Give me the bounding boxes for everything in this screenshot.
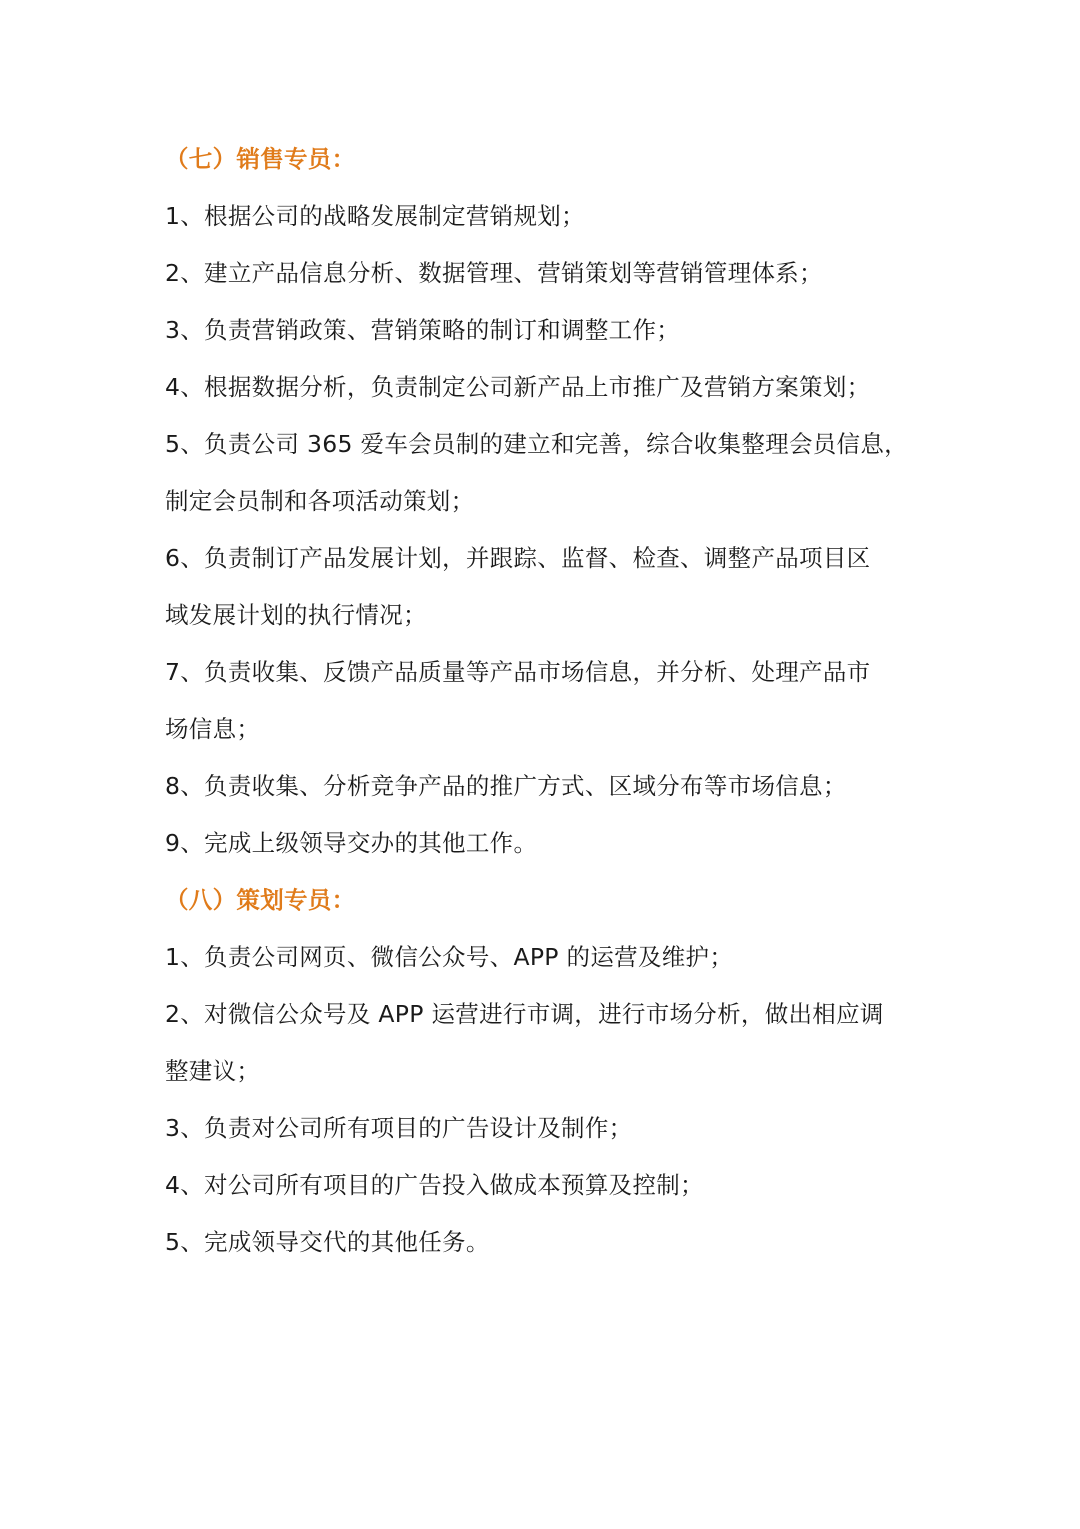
section-8-item-2-line-1: 2、对微信公众号及 APP 运营进行市调，进行市场分析，做出相应调 — [165, 1000, 884, 1028]
section-8-item-3: 3、负责对公司所有项目的广告设计及制作； — [165, 1114, 633, 1142]
document-content — [165, 131, 925, 1271]
section-8-heading: （八）策划专员： — [165, 886, 356, 914]
section-7-item-1: 1、根据公司的战略发展制定营销规划； — [165, 202, 585, 230]
section-8-item-5: 5、完成领导交代的其他任务。 — [165, 1228, 490, 1256]
section-7-item-2: 2、建立产品信息分析、数据管理、营销策划等营销管理体系； — [165, 259, 823, 287]
section-7-item-5-line-1: 5、负责公司 365 爱车会员制的建立和完善，综合收集整理会员信息， — [165, 430, 908, 458]
section-8-item-4: 4、对公司所有项目的广告投入做成本预算及控制； — [165, 1171, 704, 1199]
section-7-item-4: 4、根据数据分析，负责制定公司新产品上市推广及营销方案策划； — [165, 373, 871, 401]
section-8-item-2-line-2: 整建议； — [165, 1057, 261, 1085]
section-7-heading: （七）销售专员： — [165, 145, 356, 173]
section-7-item-7-line-2: 场信息； — [165, 715, 261, 743]
section-7-item-7-line-1: 7、负责收集、反馈产品质量等产品市场信息，并分析、处理产品市 — [165, 658, 871, 686]
section-7-item-8: 8、负责收集、分析竞争产品的推广方式、区域分布等市场信息； — [165, 772, 847, 800]
section-7-item-6-line-2: 域发展计划的执行情况； — [165, 601, 427, 629]
section-7-item-9: 9、完成上级领导交办的其他工作。 — [165, 829, 538, 857]
section-8-item-1: 1、负责公司网页、微信公众号、APP 的运营及维护； — [165, 943, 734, 971]
section-7-item-5-line-2: 制定会员制和各项活动策划； — [165, 487, 475, 515]
section-7-item-6-line-1: 6、负责制订产品发展计划，并跟踪、监督、检查、调整产品项目区 — [165, 544, 871, 572]
section-7-item-3: 3、负责营销政策、营销策略的制订和调整工作； — [165, 316, 681, 344]
